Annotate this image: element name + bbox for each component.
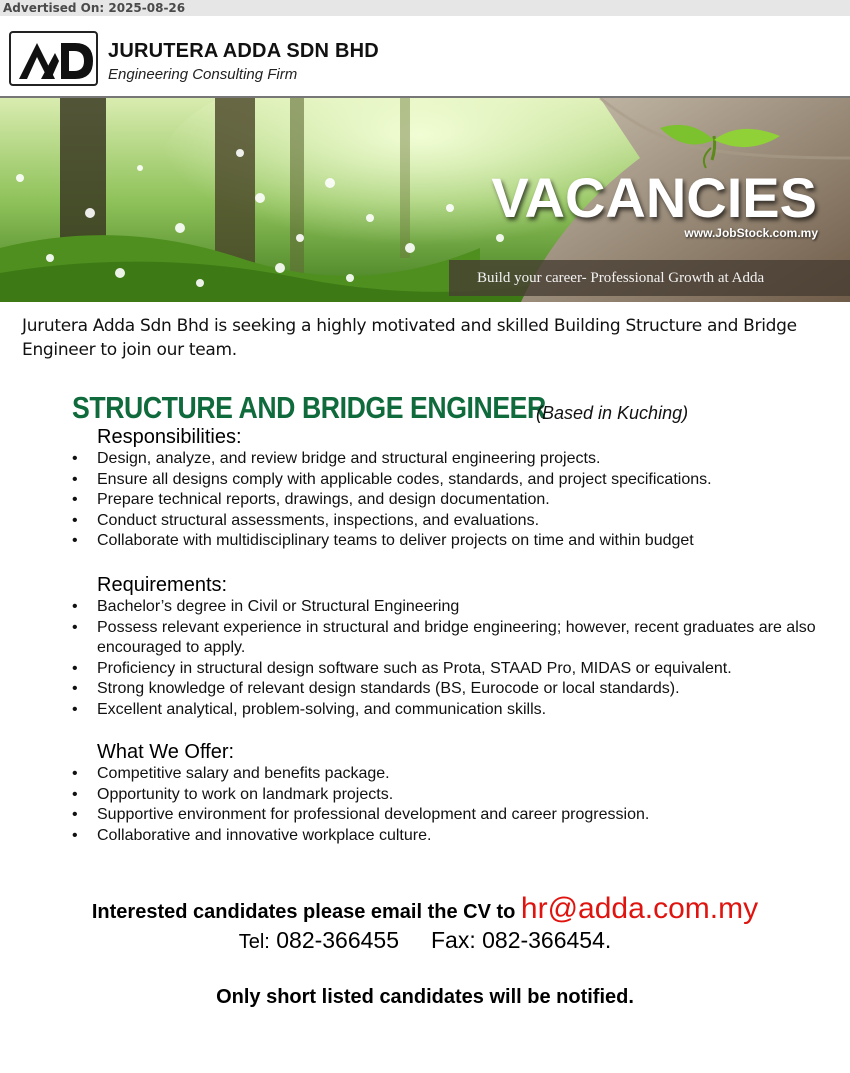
offer-list [0,764,850,846]
list-item-text: Design, analyze, and review bridge and structural engineering projects. [97,450,601,467]
ad-logo-icon [15,37,95,83]
job-title-row [72,390,689,426]
list-item-text: Proficiency in structural design software such as Prota, STAAD Pro, MIDAS or equivalent. [97,659,732,677]
banner-tagline: Build your career- Professional Growth at Adda [449,260,850,296]
bullet-icon: • [72,826,78,844]
list-item-text: Opportunity to work on landmark projects. [97,785,394,803]
list-item [0,597,850,618]
requirements-list [0,597,850,720]
bullet-icon: • [72,470,78,488]
email-instruction: Interested candidates please email the CV to hr@adda.com.my [91,892,759,925]
list-item-text: Strong knowledge of relevant design standards (BS, Eurocode or local standards). [97,680,680,697]
job-title: STRUCTURE AND BRIDGE ENGINEER [72,390,546,425]
intro-paragraph: Jurutera Adda Sdn Bhd is seeking a highly motivated and skilled Building Structure and Bridge Engineer to join our team. [22,316,797,360]
list-item-text: Prepare technical reports, drawings, and design documentation. [97,491,550,508]
list-item [0,470,850,491]
phone-fax-line: Tel: 082-366455 Fax: 082-366454. [238,927,612,953]
advertised-on-bar: Advertised On: 2025-08-26 [0,0,850,16]
bullet-icon: • [72,680,78,697]
company-name: JURUTERA ADDA SDN BHD [108,40,379,62]
bullet-icon: • [72,491,78,508]
list-item [0,490,850,511]
shortlist-note: Only short listed candidates will be notified. [216,986,634,1008]
list-item [0,805,850,826]
bullet-icon: • [72,618,78,636]
bullet-icon: • [72,450,78,467]
list-item [0,531,850,552]
company-header [0,16,850,96]
bullet-icon: • [72,659,78,677]
fax-number: Fax: 082-366454. [430,927,612,953]
jobstock-website: www.JobStock.com.my [684,226,818,240]
list-item-text: Competitive salary and benefits package. [97,765,390,782]
list-item-text: Collaborate with multidisciplinary teams to deliver projects on time and within budget [97,532,694,549]
responsibilities-heading: Responsibilities: [97,426,242,448]
list-item-text: Collaborative and innovative workplace culture. [97,826,432,844]
bullet-icon: • [72,511,78,529]
list-item [0,618,850,659]
list-item-text: Excellent analytical, problem-solving, and communication skills. [97,700,547,718]
bullet-icon: • [72,700,78,718]
vacancies-banner [0,96,850,302]
bullet-icon: • [72,598,78,615]
list-item [0,679,850,700]
list-item [0,700,850,721]
list-item [0,785,850,806]
list-item [0,764,850,785]
bullet-icon: • [72,806,78,823]
responsibilities-list [0,449,850,552]
list-item [0,449,850,470]
list-item-text: Conduct structural assessments, inspections, and evaluations. [97,511,540,529]
email-link[interactable]: hr@adda.com.my [520,892,759,925]
list-item [0,511,850,532]
offer-heading: What We Offer: [97,741,235,763]
bullet-icon: • [72,765,78,782]
company-logo [9,31,98,86]
list-item [0,659,850,680]
list-item-text: Bachelor’s degree in Civil or Structural Engineering [97,598,460,615]
bullet-icon: • [72,532,78,549]
list-item-text: Ensure all designs comply with applicable codes, standards, and project specifications. [97,470,712,488]
list-item-text: Supportive environment for professional development and career progression. [97,806,650,823]
bullet-icon: • [72,785,78,803]
requirements-heading: Requirements: [97,574,228,596]
list-item-text: Possess relevant experience in structural and bridge engineering; however, recent graduates are also encouraged to apply. [97,618,816,656]
company-tagline: Engineering Consulting Firm [108,66,298,83]
job-location: (Based in Kuching) [536,403,689,423]
list-item [0,826,850,847]
vacancies-heading: VACANCIES [491,166,817,229]
tel-number: 082-366455 [276,927,400,953]
